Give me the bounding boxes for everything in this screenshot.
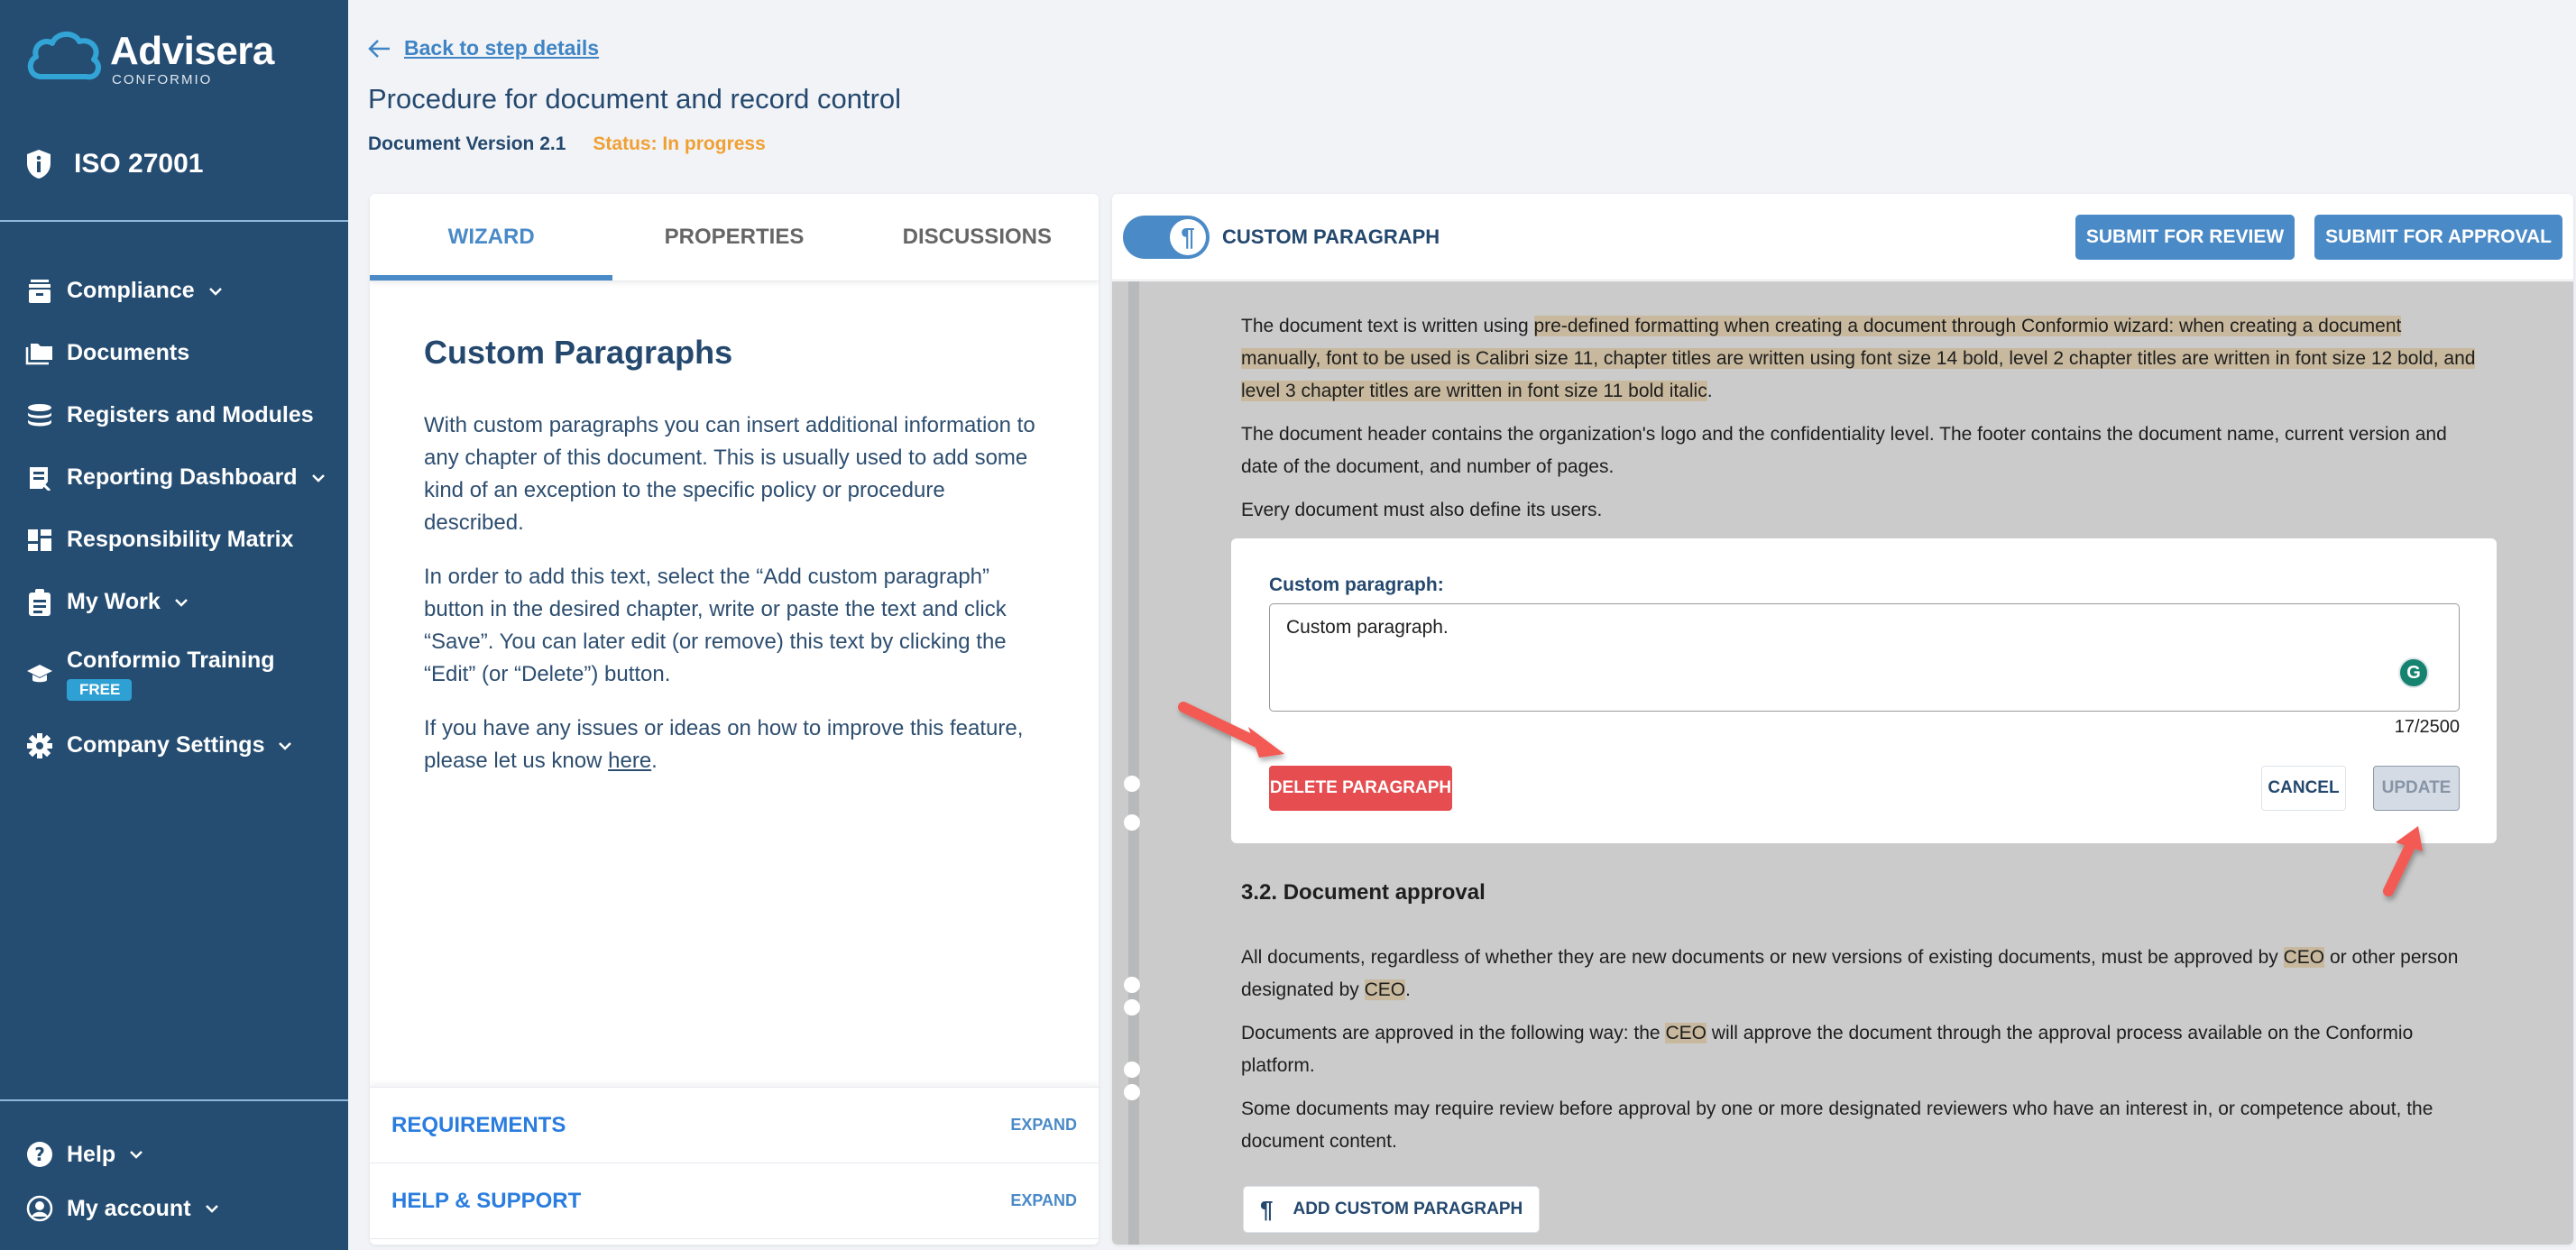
gutter-marker[interactable] (1124, 1084, 1140, 1100)
sidebar-item-label: Registers and Modules (67, 402, 314, 427)
sidebar-nav (25, 260, 327, 777)
submit-for-review-button[interactable]: SUBMIT FOR REVIEW (2075, 215, 2295, 260)
clipboard-icon (25, 588, 54, 617)
pilcrow-icon: ¶ (1170, 219, 1206, 255)
highlighted-text[interactable]: pre-defined formatting when creating a document through Conformio wizard: when creating a document manually, font to be used is Calibri size 11, chapter titles are written using font size 14 bold, level 2 chapter titles are written in font size 12 bold, and level 3 chapter titles are written in font size 11 bold italic (1241, 316, 2476, 401)
sidebar-item-label: Help (67, 1141, 116, 1167)
chevron-down-icon (173, 594, 189, 611)
sidebar-item-label: My account (67, 1195, 191, 1221)
feedback-text: If you have any issues or ideas on how to improve this feature, please let us know (424, 716, 1024, 773)
wizard-panel (370, 194, 1099, 1245)
cancel-button[interactable]: CANCEL (2261, 766, 2346, 811)
sidebar-item-conformio-training[interactable] (25, 633, 327, 714)
custom-paragraph-label: Custom paragraph: (1269, 574, 1444, 595)
doc-paragraph (1241, 310, 2486, 408)
wizard-title: Custom Paragraphs (424, 334, 733, 371)
sidebar-item-label: Responsibility Matrix (67, 527, 294, 552)
grammarly-icon[interactable]: G (2398, 657, 2429, 688)
document-version: Document Version 2.1 (368, 133, 566, 154)
section-heading: 3.2. Document approval (1241, 880, 1486, 905)
back-link-label: Back to step details (404, 36, 600, 60)
logo-subtitle: CONFORMIO (112, 71, 213, 87)
document-meta (368, 133, 766, 155)
expand-button[interactable]: EXPAND (1010, 1116, 1077, 1134)
gutter-marker[interactable] (1124, 814, 1140, 831)
gutter-marker[interactable] (1124, 1062, 1140, 1078)
feedback-suffix: . (651, 749, 658, 773)
info-accordion (370, 1087, 1099, 1239)
delete-paragraph-button[interactable]: DELETE PARAGRAPH (1269, 766, 1452, 811)
highlighted-text[interactable]: CEO (1665, 1023, 1707, 1043)
sidebar-item-documents[interactable] (25, 322, 327, 384)
gutter-marker[interactable] (1124, 999, 1140, 1016)
custom-paragraph-toggle[interactable] (1123, 216, 1210, 259)
feedback-here-link[interactable]: here (608, 749, 652, 773)
question-circle-icon (25, 1140, 54, 1169)
document-intro (1241, 310, 2486, 538)
database-icon (25, 401, 54, 430)
accordion-title: HELP & SUPPORT (391, 1188, 582, 1213)
sidebar-divider (0, 1099, 348, 1101)
sidebar-item-reporting-dashboard[interactable] (25, 446, 327, 509)
document-toolbar (1112, 194, 2573, 280)
doc-text: All documents, regardless of whether they are new documents or new versions of existing documents, must be approved by (1241, 947, 2284, 968)
sidebar-item-my-account[interactable] (25, 1181, 220, 1236)
sidebar-item-label: Documents (67, 340, 190, 365)
add-custom-paragraph-button[interactable] (1243, 1186, 1540, 1233)
document-panel (1112, 194, 2573, 1245)
sidebar-item-label: Reporting Dashboard (67, 464, 298, 490)
gutter-marker[interactable] (1124, 776, 1140, 792)
chevron-down-icon (204, 1200, 220, 1217)
svg-text:?: ? (34, 1144, 45, 1165)
report-icon (25, 464, 54, 492)
sidebar-bottom-nav (25, 1127, 220, 1236)
highlighted-text[interactable]: CEO (2283, 947, 2325, 968)
custom-paragraph-toggle-label: CUSTOM PARAGRAPH (1222, 225, 1440, 248)
sidebar-item-label: Compliance (67, 278, 195, 303)
doc-text: . (1707, 381, 1713, 401)
sidebar-item-company-settings[interactable] (25, 714, 327, 777)
gear-icon (25, 731, 54, 760)
panel-tabs (370, 194, 1099, 281)
wizard-paragraph: With custom paragraphs you can insert additional information to any chapter of this document. This is usually used to add some kind of an exception to the specific policy or procedure described. (424, 413, 1035, 535)
dashboard-grid-icon (25, 526, 54, 555)
shield-info-icon (25, 149, 52, 179)
wizard-paragraph: In order to add this text, select the “Add custom paragraph” button in the desired chapter, write or paste the text and click “Save”. You can later edit (or remove) this text by clicking the “Edit” (or “Delete”) button. (424, 565, 1007, 686)
arrow-left-icon (368, 39, 391, 59)
doc-paragraph: Every document must also define its users. (1241, 500, 1603, 520)
doc-paragraph (1241, 1017, 2486, 1082)
doc-paragraph: The document header contains the organization's logo and the confidentiality level. The footer contains the document name, current version and date of the document, and number of pages. (1241, 424, 2447, 477)
character-counter: 17/2500 (2394, 717, 2460, 737)
sidebar-item-label: Conformio Training (67, 647, 275, 673)
tab-wizard[interactable]: WIZARD (370, 194, 612, 280)
back-to-step-details-link[interactable] (368, 36, 599, 60)
wizard-content (370, 281, 1099, 777)
doc-text: will approve the document through the approval process available on the Conformio platform. (1241, 1023, 2414, 1076)
sidebar-item-help[interactable] (25, 1127, 220, 1181)
page-title: Procedure for document and record control (368, 83, 902, 115)
archive-box-icon (25, 277, 54, 306)
custom-paragraph-editor (1231, 538, 2497, 843)
update-button[interactable]: UPDATE (2373, 766, 2460, 811)
sidebar-item-responsibility-matrix[interactable] (25, 509, 327, 571)
sidebar-item-label: My Work (67, 589, 161, 614)
chevron-down-icon (277, 738, 293, 754)
tab-discussions[interactable]: DISCUSSIONS (902, 225, 1052, 249)
chevron-down-icon (310, 470, 327, 486)
document-section (1241, 877, 2486, 1169)
cloud-logo-icon (23, 27, 105, 90)
sidebar-item-registers[interactable] (25, 384, 327, 446)
chevron-down-icon (128, 1146, 144, 1163)
sidebar-item-compliance[interactable] (25, 260, 327, 322)
pilcrow-icon: ¶ (1260, 1195, 1274, 1223)
document-body (1112, 281, 2573, 1245)
doc-text: . (1405, 979, 1411, 1000)
doc-paragraph: Some documents may require review before approval by one or more designated reviewers who have an interest in, or competence about, the document content. (1241, 1098, 2433, 1152)
gutter-marker[interactable] (1124, 977, 1140, 993)
chevron-down-icon (207, 283, 224, 299)
folders-icon (25, 339, 54, 368)
wizard-feedback (424, 712, 1044, 777)
doc-text: The document text is written using (1241, 316, 1534, 336)
accordion-requirements[interactable] (370, 1088, 1099, 1163)
submit-for-approval-button[interactable]: SUBMIT FOR APPROVAL (2314, 215, 2562, 260)
accordion-title: REQUIREMENTS (391, 1112, 566, 1137)
custom-paragraph-input[interactable] (1269, 603, 2460, 712)
user-circle-icon (25, 1194, 54, 1223)
sidebar (0, 0, 348, 1250)
doc-text: or other person designated by (1241, 947, 2459, 1000)
tab-properties[interactable]: PROPERTIES (664, 225, 805, 249)
logo[interactable] (23, 27, 274, 90)
free-badge: FREE (67, 679, 132, 701)
doc-text: Documents are approved in the following way: the (1241, 1023, 1666, 1043)
product-name: ISO 27001 (74, 149, 204, 179)
sidebar-divider (0, 220, 348, 222)
highlighted-text[interactable]: CEO (1364, 979, 1406, 1000)
doc-paragraph (1241, 942, 2486, 1006)
expand-button[interactable]: EXPAND (1010, 1191, 1077, 1209)
sidebar-item-my-work[interactable] (25, 571, 327, 633)
sidebar-item-label: Company Settings (67, 732, 265, 758)
graduation-cap-icon (25, 659, 54, 688)
status-badge: Status: In progress (593, 133, 766, 154)
add-custom-paragraph-label: ADD CUSTOM PARAGRAPH (1293, 1199, 1523, 1218)
logo-name: Advisera (110, 28, 274, 73)
product-selector[interactable] (25, 149, 203, 179)
accordion-help-support[interactable] (370, 1163, 1099, 1239)
